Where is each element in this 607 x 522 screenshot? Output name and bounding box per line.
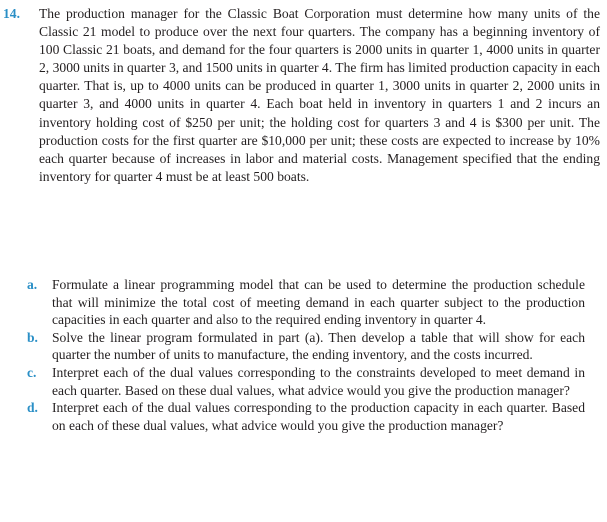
part-a [25, 276, 585, 329]
problem-statement: The production manager for the Classic Boat Corporation must determine how many units of the Classic 21 model to produce over the next four quarters. The company has a beginning inventory of 100 Classic 21 boats, and demand for the four quarters is 2000 units in quarter 1, 4000 units in quarter 2, 3000 units in quarter 3, and 1500 units in quarter 4. The firm has limited production capacity in each quarter. That is, up to 4000 units can be produced in quarter 1, 3000 units in quarter 2, 2000 units in quarter 3, and 4000 units in quarter 4. Each boat held in inventory in quarters 1 and 2 incurs an inventory holding cost of $250 per unit; the holding cost for quarters 3 and 4 is $300 per unit. The production costs for the first quarter are $10,000 per unit; these costs are expected to increase by 10% each quarter because of increases in labor and material costs. Management specified that the ending inventory for quarter 4 must be at least 500 boats. [39, 6, 600, 184]
part-text: Formulate a linear programming model that can be used to determine the production schedule that will minimize the total cost of meeting demand in each quarter subject to the production capacities in each quarter and also to the required ending inventory in quarter 4. [52, 277, 585, 328]
problem-number: 14. [3, 6, 20, 21]
part-text: Interpret each of the dual values corresponding to the constraints developed to meet demand in each quarter. Based on these dual values, what advice would you give the production manager? [52, 364, 585, 398]
part-letter: a. [27, 277, 38, 292]
part-letter: d. [27, 400, 38, 416]
part-text: Solve the linear program formulated in part (a). Then develop a table that will show for each quarter the number of units to manufacture, the ending inventory, and the costs incurred. [52, 329, 585, 363]
problem-14 [3, 5, 603, 186]
part-text: Interpret each of the dual values corresponding to the production capacity in each quarter. Based on each of these dual values, what advice would you give the production manager? [52, 400, 585, 433]
part-b [25, 329, 585, 364]
part-d [25, 399, 585, 434]
part-c [25, 364, 585, 399]
part-letter: c. [27, 364, 37, 380]
part-letter: b. [27, 329, 38, 345]
problem-parts-list [25, 276, 585, 434]
